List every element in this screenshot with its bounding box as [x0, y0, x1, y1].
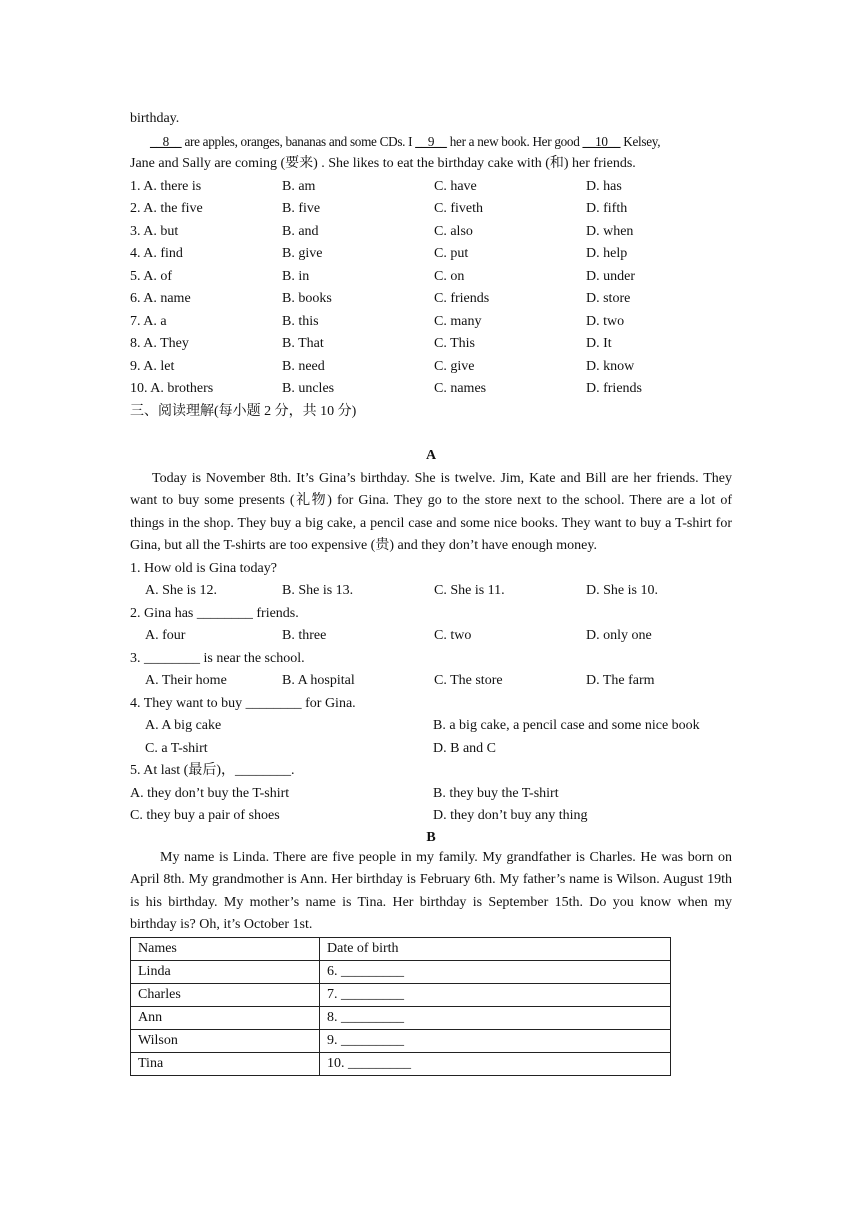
cloze-question-row — [130, 288, 732, 311]
cloze-question-row — [130, 176, 732, 199]
cloze-question-row — [130, 266, 732, 289]
table-row — [131, 1006, 671, 1029]
cloze-option: B. five — [282, 201, 321, 216]
cloze-text: her a new book. Her good — [446, 133, 583, 149]
option-c: C. they buy a pair of shoes — [130, 808, 280, 823]
option-d: D. She is 10. — [586, 583, 658, 598]
cloze-option: 4. A. find — [130, 246, 183, 261]
cloze-option: C. This — [434, 336, 475, 351]
option-b: B. they buy the T-shirt — [433, 785, 559, 801]
table-row — [131, 1029, 671, 1052]
section-heading: 三、阅读理解(每小题 2 分，共 10 分) — [130, 403, 357, 419]
cloze-question-row — [130, 198, 732, 221]
table-header-row — [131, 937, 671, 960]
cloze-question-row — [130, 356, 732, 379]
cloze-option: D. two — [586, 313, 625, 329]
passage-a-label: A — [425, 448, 437, 463]
option-a: A. four — [145, 628, 186, 643]
table-cell-name: Charles — [131, 983, 320, 1006]
blank-8: __8__ — [150, 133, 182, 149]
cloze-option: 9. A. let — [130, 358, 175, 374]
cloze-option: C. also — [434, 223, 473, 239]
cloze-continuation: birthday. — [130, 111, 180, 126]
cloze-option: 6. A. name — [130, 291, 191, 306]
cloze-option: 8. A. They — [130, 336, 189, 351]
cloze-question-row — [130, 333, 732, 356]
cloze-option: 3. A. but — [130, 223, 179, 239]
cloze-text: Kelsey, — [620, 133, 661, 149]
option-d: D. B and C — [433, 740, 496, 756]
option-a: A. they don’t buy the T-shirt — [130, 785, 290, 801]
cloze-option: D. store — [586, 291, 631, 306]
question-4-options — [130, 715, 732, 760]
table-cell-name: Linda — [131, 960, 320, 983]
passage-a: Today is November 8th. It’s Gina’s birthday. She is twelve. Jim, Kate and Bill are her friends. They want to buy some presents (礼物) for Gina. They go to the store next to the school. There are a lot of things in the shop. They buy a big cake, a pencil case and some nice books. They want to buy a T-shirt for Gina, but all the T-shirts are too expensive (贵) and they don’t have enough money. — [130, 470, 732, 553]
option-d: D. they don’t buy any thing — [433, 808, 588, 823]
option-a: A. Their home — [145, 673, 227, 688]
option-a: A. She is 12. — [145, 583, 217, 598]
blank-10: __10__ — [582, 133, 621, 149]
cloze-option: B. books — [282, 291, 332, 306]
cloze-line: Jane and Sally are coming (要来) . She likes to eat the birthday cake with (和) her friends. — [130, 156, 636, 171]
birthday-table — [130, 937, 671, 1076]
cloze-question-row — [130, 221, 732, 244]
cloze-option: C. give — [434, 358, 475, 374]
cloze-text: are apples, oranges, bananas and some CDs. I — [181, 133, 416, 149]
cloze-option: 5. A. of — [130, 268, 172, 284]
cloze-option: 10. A. brothers — [130, 381, 214, 396]
cloze-option: C. on — [434, 268, 465, 284]
cloze-option: B. am — [282, 178, 316, 194]
table-cell-date: 6. _________ — [320, 960, 671, 983]
question-5-options — [130, 783, 732, 828]
option-b: B. a big cake, a pencil case and some nice book — [433, 718, 700, 733]
option-c: C. a T-shirt — [145, 740, 208, 756]
cloze-question-row — [130, 378, 732, 401]
table-cell-date: 10. _________ — [320, 1052, 671, 1075]
table-header-date: Date of birth — [320, 937, 671, 960]
table-cell-name: Wilson — [131, 1029, 320, 1052]
cloze-option: D. help — [586, 246, 628, 261]
table-row — [131, 983, 671, 1006]
cloze-option: C. have — [434, 178, 477, 194]
document-page — [130, 108, 732, 1076]
cloze-option: C. put — [434, 246, 469, 261]
option-b: B. A hospital — [282, 673, 355, 688]
option-b: B. She is 13. — [282, 583, 354, 598]
cloze-option: B. need — [282, 358, 325, 374]
cloze-option: 2. A. the five — [130, 201, 203, 216]
question-4: 4. They want to buy ________ for Gina. — [130, 695, 356, 711]
table-cell-date: 9. _________ — [320, 1029, 671, 1052]
passage-b-label: B — [426, 829, 436, 845]
table-cell-name: Ann — [131, 1006, 320, 1029]
question-2-options — [130, 625, 732, 648]
cloze-option: C. friends — [434, 291, 490, 306]
cloze-option: B. and — [282, 223, 319, 239]
blank-9: __9__ — [415, 133, 447, 149]
option-d: D. The farm — [586, 673, 655, 688]
cloze-option: D. It — [586, 336, 612, 351]
option-c: C. two — [434, 628, 472, 643]
cloze-option: B. uncles — [282, 381, 335, 396]
cloze-option: C. names — [434, 381, 487, 396]
cloze-option: C. many — [434, 313, 482, 329]
table-cell-name: Tina — [131, 1052, 320, 1075]
passage-b: My name is Linda. There are five people in my family. My grandfather is Charles. He was born on April 8th. My grandmother is Ann. Her birthday is February 6th. My father’s name is Wilson. August 19th is his birthday. My mother’s name is Tina. Her birthday is September 15th. Do you know when my birthday is? Oh, it’s October 1st. — [130, 849, 732, 932]
question-3: 3. ________ is near the school. — [130, 650, 305, 666]
cloze-option: D. when — [586, 223, 634, 239]
question-1: 1. How old is Gina today? — [130, 560, 277, 576]
question-5: 5. At last (最后)，________. — [130, 763, 295, 778]
question-3-options — [130, 670, 732, 693]
option-c: C. She is 11. — [434, 583, 505, 598]
cloze-option: B. That — [282, 336, 324, 351]
cloze-option: D. under — [586, 268, 635, 284]
cloze-option: B. in — [282, 268, 310, 284]
cloze-option: D. friends — [586, 381, 642, 396]
cloze-question-row — [130, 243, 732, 266]
cloze-option: C. fiveth — [434, 201, 483, 216]
question-2: 2. Gina has ________ friends. — [130, 605, 299, 621]
table-header-names: Names — [131, 937, 320, 960]
cloze-option: D. know — [586, 358, 635, 374]
option-d: D. only one — [586, 628, 652, 643]
cloze-question-row — [130, 311, 732, 334]
table-cell-date: 8. _________ — [320, 1006, 671, 1029]
option-b: B. three — [282, 628, 327, 643]
table-row — [131, 960, 671, 983]
cloze-option: 7. A. a — [130, 313, 167, 329]
cloze-option: D. has — [586, 178, 622, 194]
question-1-options — [130, 580, 732, 603]
option-c: C. The store — [434, 673, 503, 688]
table-row — [131, 1052, 671, 1075]
option-a: A. A big cake — [145, 718, 222, 733]
table-cell-date: 7. _________ — [320, 983, 671, 1006]
cloze-option: B. this — [282, 313, 319, 329]
cloze-option: 1. A. there is — [130, 178, 202, 194]
cloze-option: D. fifth — [586, 201, 628, 216]
cloze-line-blanks — [130, 131, 732, 154]
cloze-option: B. give — [282, 246, 323, 261]
cloze-questions — [130, 176, 732, 401]
